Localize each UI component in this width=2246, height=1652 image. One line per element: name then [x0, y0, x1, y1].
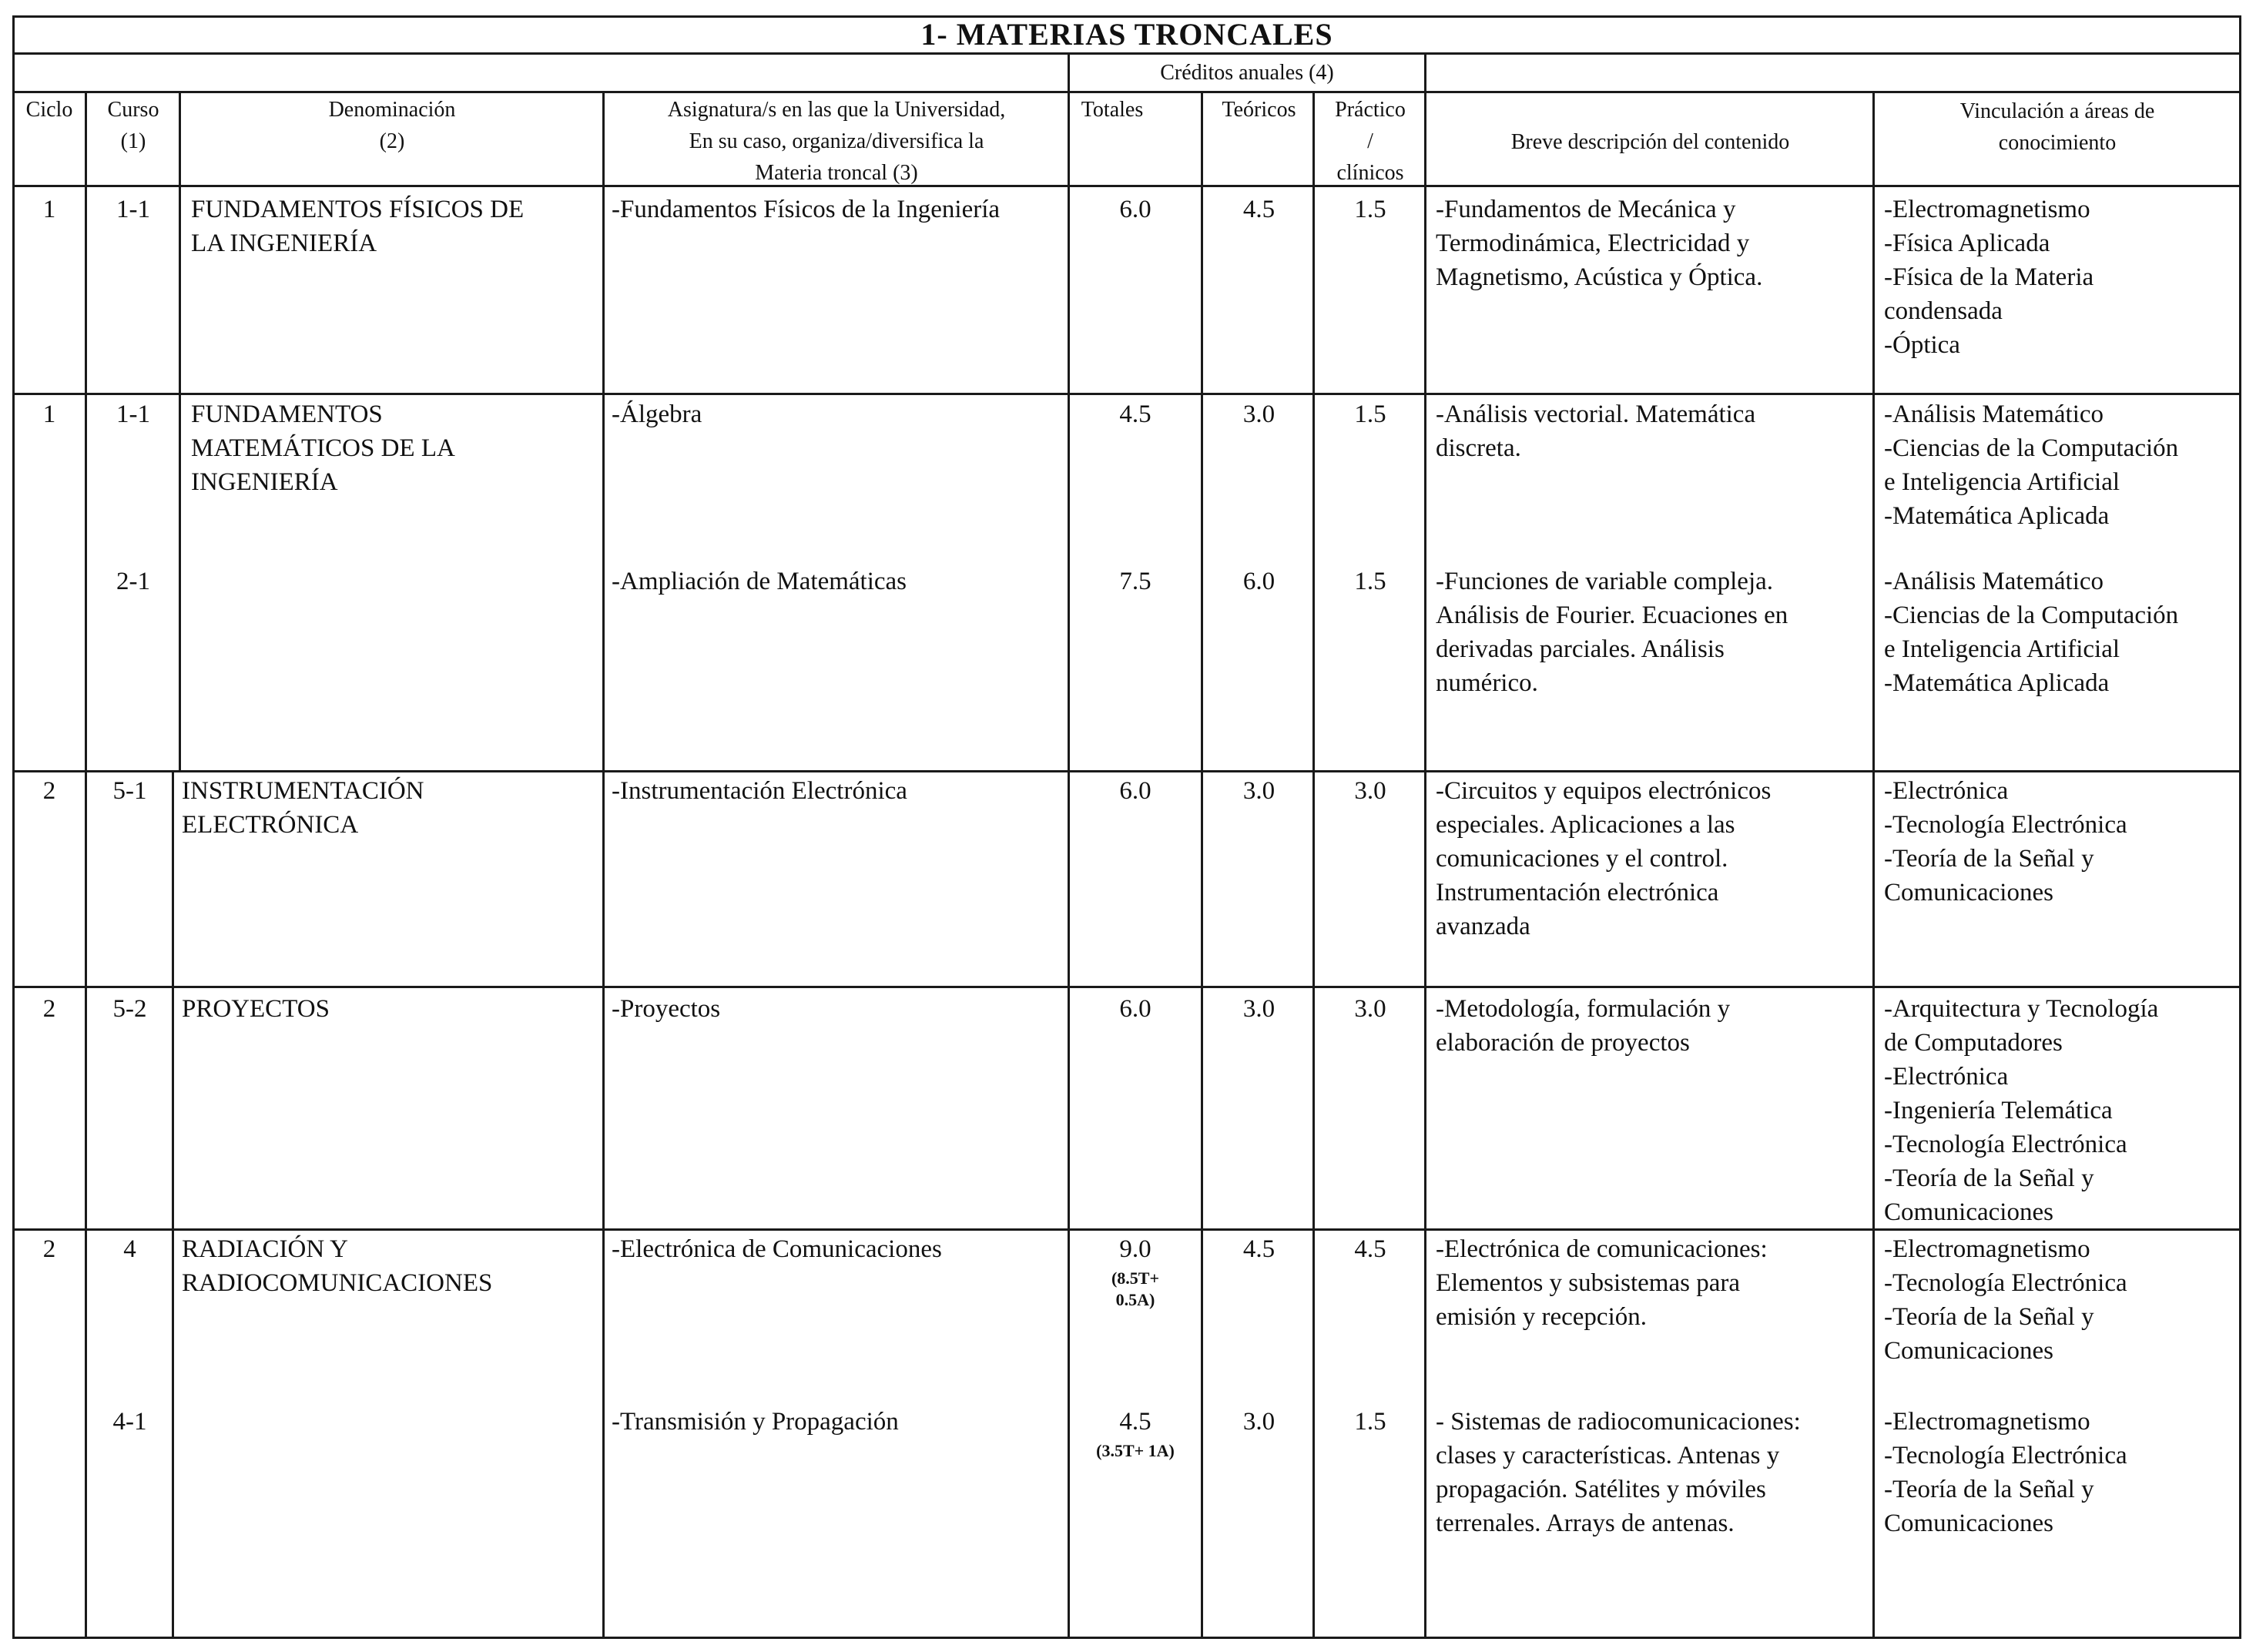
cell-vinculacion: -Electromagnetismo -Tecnología Electrónica -Teoría de la Señal y Comunicaciones [1884, 1235, 2127, 1365]
cell-curso: 5-2 [112, 995, 147, 1023]
cell-vinculacion: -Electrónica -Tecnología Electrónica -Teoría de la Señal y Comunicaciones [1884, 777, 2127, 906]
cell-descripcion: -Análisis vectorial. Matemática discreta. [1436, 400, 1756, 462]
cell-denominacion: PROYECTOS [182, 995, 330, 1023]
rule-asignatura [1068, 52, 1070, 1639]
header-totales: Totales [1081, 98, 1144, 122]
rule-row1-bottom [12, 393, 2241, 395]
rule-descripcion [1872, 91, 1875, 1639]
cell-curso: 1-1 [116, 400, 150, 428]
cell-teoricos: 4.5 [1242, 1235, 1276, 1263]
cell-practico: 1.5 [1354, 196, 1386, 223]
cell-curso: 4-1 [112, 1408, 147, 1436]
cell-practico: 3.0 [1354, 777, 1386, 805]
cell-descripcion: - Sistemas de radiocomunicaciones: clases y características. Antenas y propagación. Satélites y móviles terrenales. Arrays de antenas. [1436, 1408, 1801, 1537]
cell-curso: 2-1 [116, 568, 150, 595]
cell-teoricos: 3.0 [1242, 995, 1276, 1023]
cell-totales: 6.0 [1119, 196, 1151, 223]
rule-title-bottom [12, 52, 2241, 55]
header-vinculacion: Vinculación a áreas de conocimiento [1959, 99, 2155, 155]
cell-teoricos: 3.0 [1242, 1408, 1276, 1436]
cell-descripcion: -Fundamentos de Mecánica y Termodinámica, Electricidad y Magnetismo, Acústica y Óptica. [1436, 196, 1763, 291]
header-practico: Práctico / clínicos [1335, 98, 1406, 185]
cell-denominacion: FUNDAMENTOS FÍSICOS DE LA INGENIERÍA [191, 196, 525, 257]
cell-asignatura: -Ampliación de Matemáticas [612, 568, 907, 595]
cell-vinculacion: -Análisis Matemático -Ciencias de la Computación e Inteligencia Artificial -Matemática Aplicada [1884, 568, 2179, 697]
table-title: 1- MATERIAS TRONCALES [920, 17, 1333, 52]
header-creditos-anuales: Créditos anuales (4) [1160, 61, 1334, 85]
rule-header-bottom [12, 185, 2241, 187]
cell-totales: 9.0 [1119, 1235, 1151, 1263]
cell-practico: 1.5 [1354, 400, 1386, 428]
cell-teoricos: 6.0 [1242, 568, 1276, 595]
rule-bottom [12, 1637, 2241, 1639]
cell-vinculacion: -Electromagnetismo -Física Aplicada -Física de la Materia condensada -Óptica [1884, 196, 2094, 359]
cell-denominacion: FUNDAMENTOS MATEMÁTICOS DE LA INGENIERÍA [191, 400, 455, 496]
cell-descripcion: -Metodología, formulación y elaboración de proyectos [1436, 995, 1731, 1057]
cell-totales: 6.0 [1119, 777, 1151, 805]
cell-asignatura: -Álgebra [612, 400, 702, 428]
cell-totales: 7.5 [1119, 568, 1151, 595]
cell-totales: 4.5 [1119, 1408, 1151, 1436]
rule-practico [1424, 52, 1426, 1639]
cell-descripcion: -Funciones de variable compleja. Análisis de Fourier. Ecuaciones en derivadas parciales. Análisis numérico. [1436, 568, 1788, 697]
cell-totales: 6.0 [1119, 995, 1151, 1023]
rule-curso-b [172, 770, 174, 1639]
rule-creditos-bottom [12, 91, 2241, 93]
cell-teoricos: 4.5 [1242, 196, 1276, 223]
cell-totales: 4.5 [1119, 400, 1151, 428]
cell-curso: 4 [123, 1235, 136, 1263]
cell-descripcion: -Circuitos y equipos electrónicos especiales. Aplicaciones a las comunicaciones y el control. Instrumentación electrónica avanzada [1436, 777, 1772, 940]
cell-asignatura: -Proyectos [612, 995, 721, 1023]
cell-descripcion: -Electrónica de comunicaciones: Elementos y subsistemas para emisión y recepción. [1436, 1235, 1768, 1331]
cell-practico: 1.5 [1354, 1408, 1386, 1436]
cell-denominacion: INSTRUMENTACIÓN ELECTRÓNICA [182, 777, 424, 839]
cell-curso: 5-1 [112, 777, 147, 805]
cell-practico: 3.0 [1354, 995, 1386, 1023]
cell-vinculacion: -Electromagnetismo -Tecnología Electrónica -Teoría de la Señal y Comunicaciones [1884, 1408, 2127, 1537]
header-curso: Curso (1) [107, 98, 159, 153]
cell-teoricos: 3.0 [1242, 777, 1276, 805]
rule-row2-bottom [12, 770, 2241, 772]
cell-asignatura: -Fundamentos Físicos de la Ingeniería [612, 196, 1001, 223]
rule-left [12, 15, 15, 1639]
rule-row3-bottom [12, 986, 2241, 988]
cell-ciclo: 1 [42, 196, 56, 223]
header-asignatura: Asignatura/s en las que la Universidad, En su caso, organiza/diversifica la Materia troncal (3) [667, 98, 1006, 185]
cell-practico: 4.5 [1354, 1235, 1386, 1263]
cell-ciclo: 2 [42, 995, 56, 1023]
cell-ciclo: 2 [42, 1235, 56, 1263]
rule-denominacion [602, 91, 605, 1639]
header-denominacion: Denominación (2) [328, 98, 456, 153]
cell-asignatura: -Transmisión y Propagación [612, 1408, 899, 1436]
cell-practico: 1.5 [1354, 568, 1386, 595]
cell-asignatura: -Instrumentación Electrónica [612, 777, 907, 805]
header-descripcion: Breve descripción del contenido [1510, 130, 1790, 154]
rule-right [2239, 15, 2241, 1639]
cell-ciclo: 1 [42, 400, 56, 428]
cell-ciclo: 2 [42, 777, 56, 805]
cell-totales-note: (3.5T+ 1A) [1096, 1441, 1175, 1460]
header-ciclo: Ciclo [25, 98, 73, 122]
cell-vinculacion: -Análisis Matemático -Ciencias de la Computación e Inteligencia Artificial -Matemática Aplicada [1884, 400, 2179, 530]
header-teoricos: Teóricos [1222, 98, 1296, 122]
cell-teoricos: 3.0 [1242, 400, 1276, 428]
cell-totales-note: (8.5T+ 0.5A) [1111, 1268, 1160, 1309]
cell-denominacion: RADIACIÓN Y RADIOCOMUNICACIONES [182, 1235, 493, 1297]
cell-curso: 1-1 [116, 196, 150, 223]
cell-vinculacion: -Arquitectura y Tecnología de Computadores -Electrónica -Ingeniería Telemática -Tecnología Electrónica -Teoría de la Señal y Comunicaciones [1884, 995, 2159, 1226]
cell-asignatura: -Electrónica de Comunicaciones [612, 1235, 942, 1263]
